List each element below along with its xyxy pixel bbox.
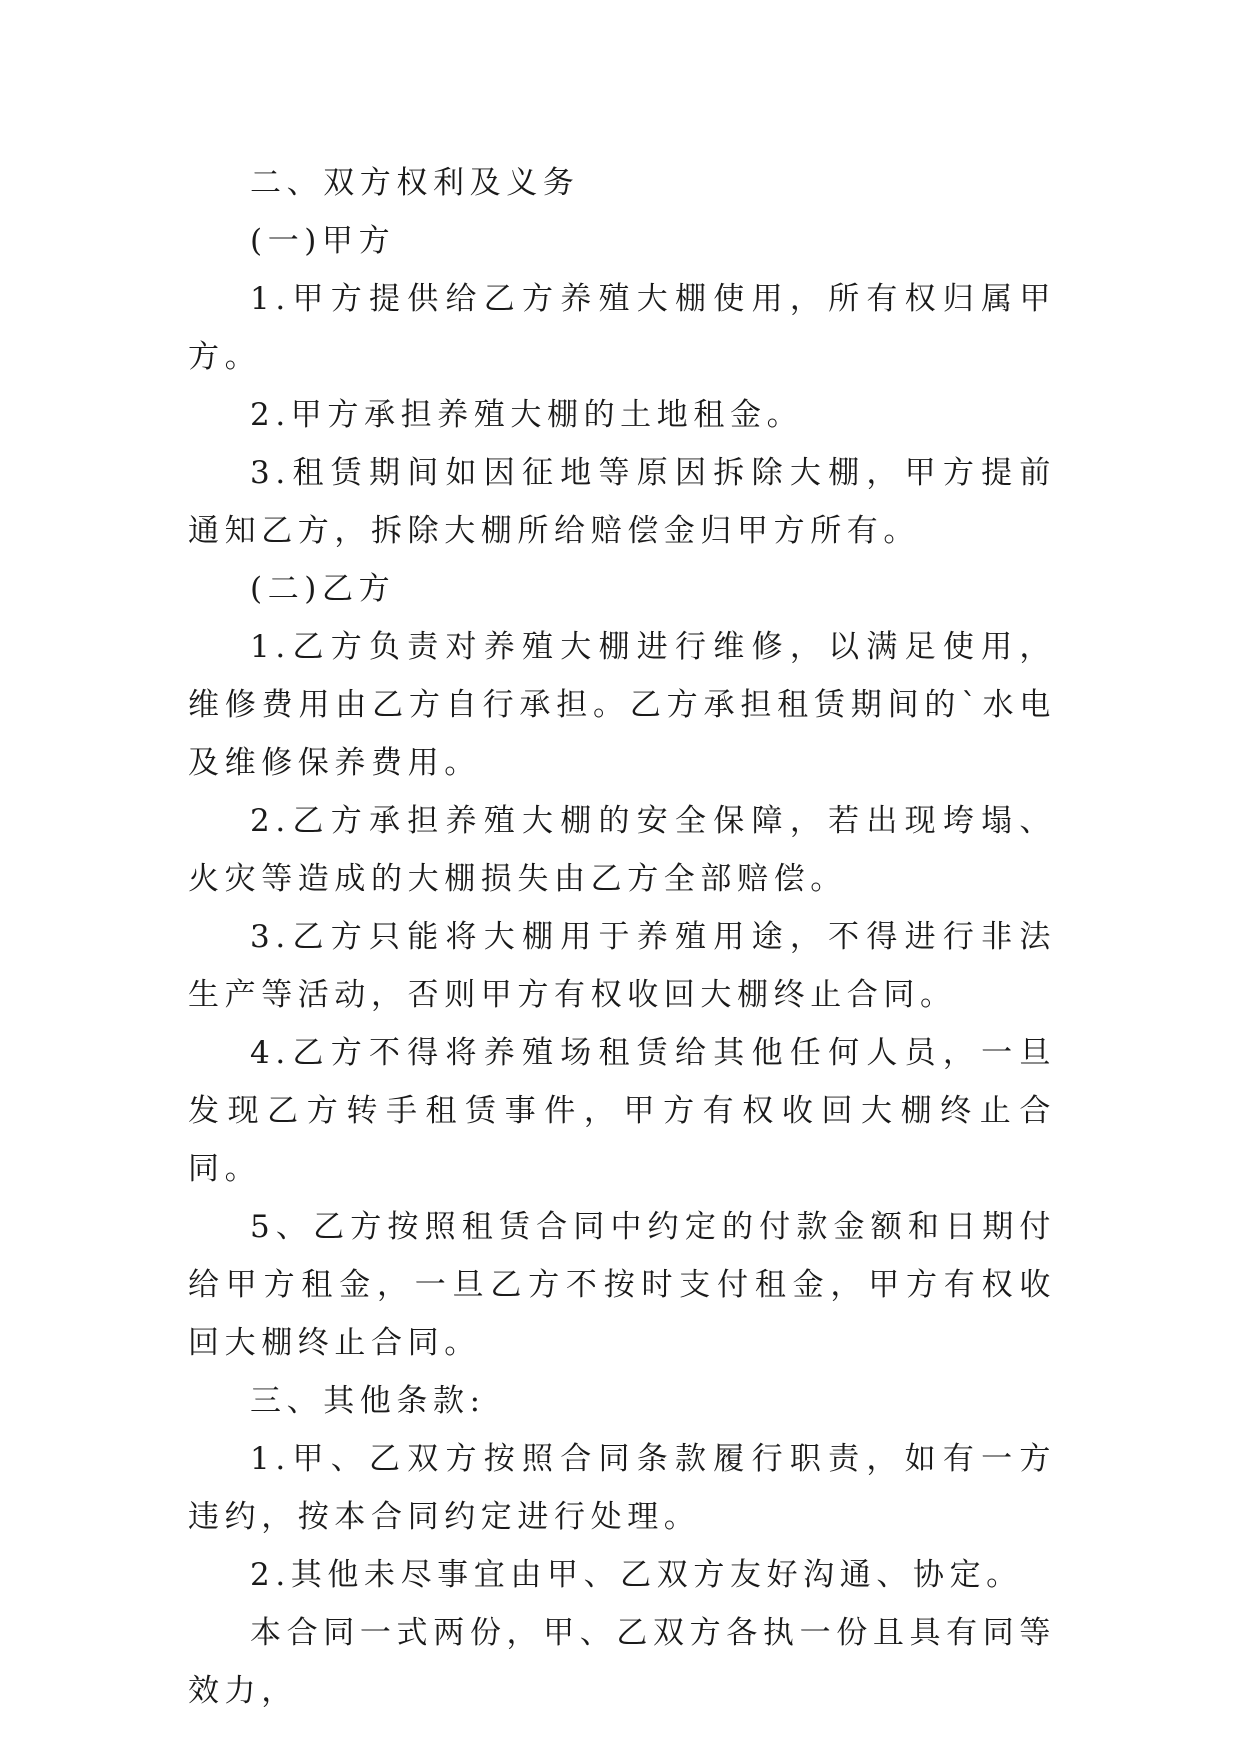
subsection-heading-party-b: (二)乙方: [250, 571, 396, 607]
other-terms-clause-1: 1.甲、乙双方按照合同条款履行职责，如有一方违约，按本合同约定进行处理。: [188, 1441, 1056, 1535]
party-b-clause-3: 3.乙方只能将大棚用于养殖用途，不得进行非法生产等活动，否则甲方有权收回大棚终止合同。: [188, 919, 1056, 1013]
party-a-clause-1: 1.甲方提供给乙方养殖大棚使用，所有权归属甲方。: [188, 281, 1056, 375]
section-heading-other-terms: 三、其他条款:: [250, 1383, 486, 1419]
other-terms-clause-2: 2.其他未尽事宜由甲、乙双方友好沟通、协定。: [250, 1557, 1023, 1593]
party-b-clause-2: 2.乙方承担养殖大棚的安全保障，若出现垮塌、火灾等造成的大棚损失由乙方全部赔偿。: [188, 803, 1056, 897]
party-a-clause-2: 2.甲方承担养殖大棚的土地租金。: [250, 397, 804, 433]
section-heading-rights-obligations: 二、双方权利及义务: [250, 165, 580, 201]
document-body: [188, 154, 1056, 1720]
party-a-clause-3: 3.租赁期间如因征地等原因拆除大棚，甲方提前通知乙方，拆除大棚所给赔偿金归甲方所有。: [188, 455, 1056, 549]
party-b-clause-4: 4.乙方不得将养殖场租赁给其他任何人员，一旦发现乙方转手租赁事件，甲方有权收回大棚终止合同。: [188, 1035, 1056, 1187]
subsection-heading-party-a: (一)甲方: [250, 223, 396, 259]
party-b-clause-5: 5、乙方按照租赁合同中约定的付款金额和日期付给甲方租金，一旦乙方不按时支付租金，甲方有权收回大棚终止合同。: [188, 1209, 1056, 1361]
party-b-clause-1: 1.乙方负责对养殖大棚进行维修，以满足使用，维修费用由乙方自行承担。乙方承担租赁期间的`水电及维修保养费用。: [188, 629, 1056, 781]
contract-copies-statement: 本合同一式两份，甲、乙双方各执一份且具有同等效力，: [188, 1615, 1056, 1709]
